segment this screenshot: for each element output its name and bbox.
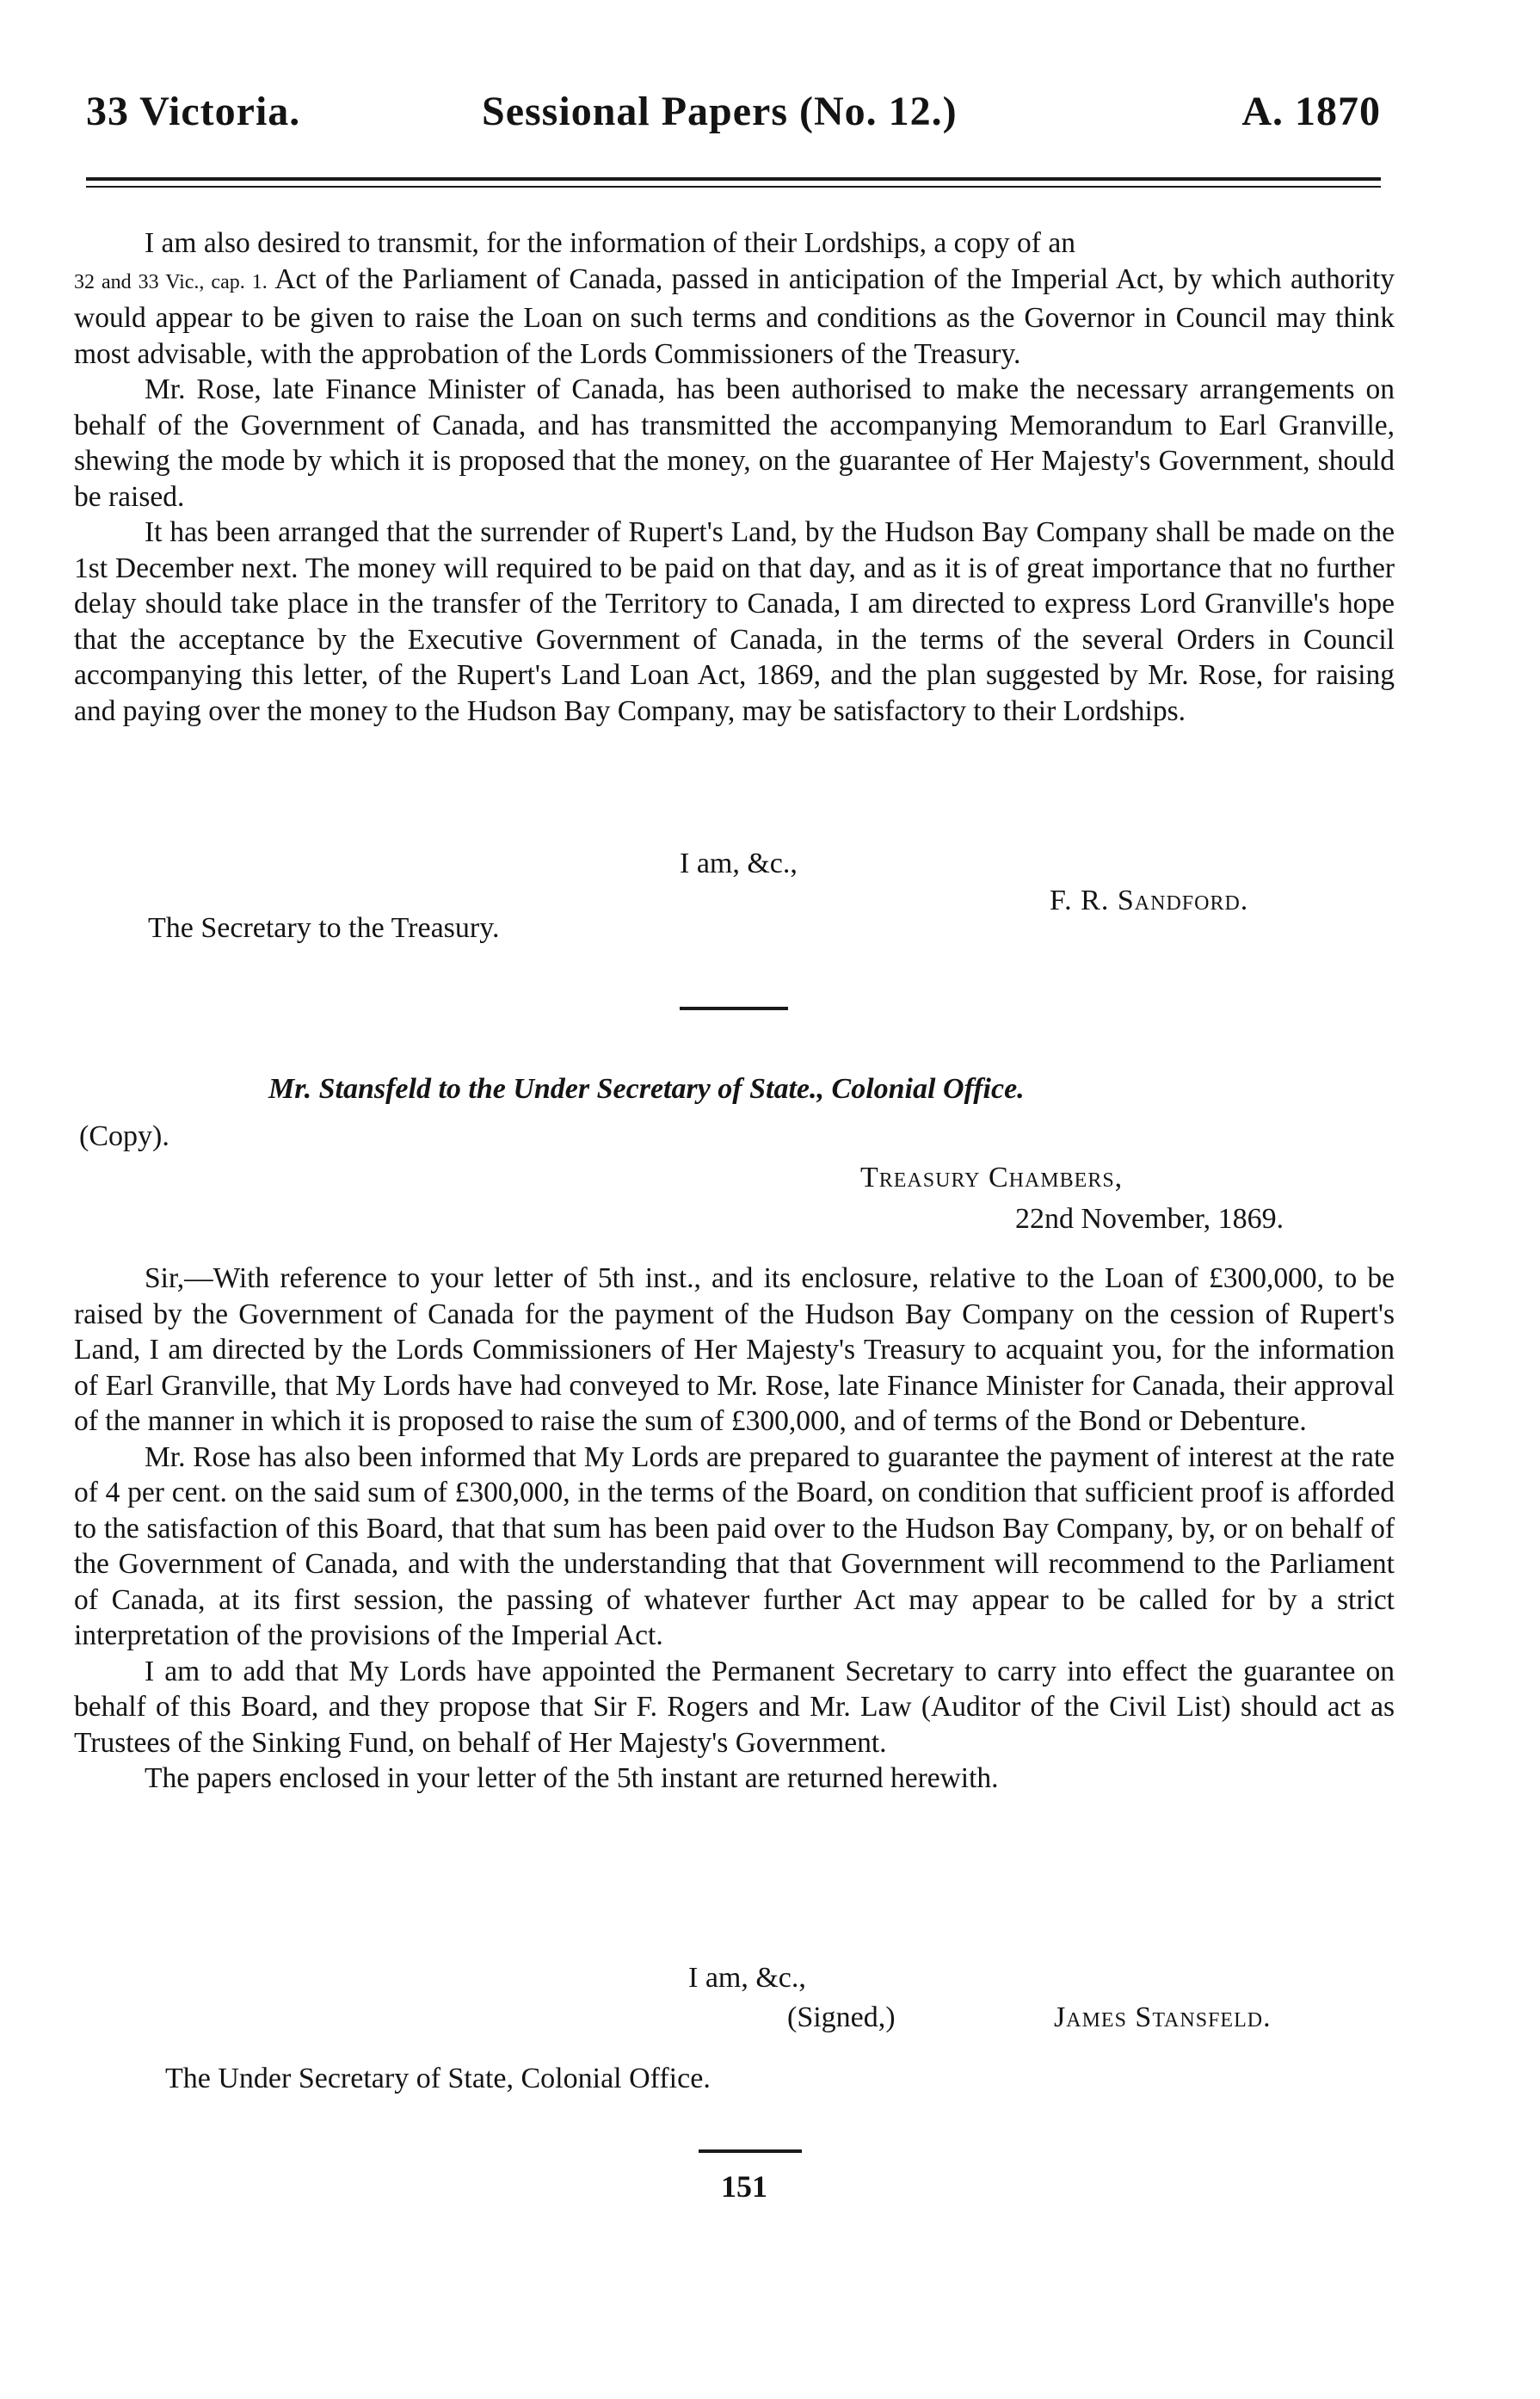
letter1-paragraph-2: Mr. Rose, late Finance Minister of Canada, has been authorised to make the necessary arrangements on behalf of the Government of Canada, and has transmitted the accompanying Memorandum to Earl Granville, shewing the mode by which it is proposed that the money, on the guarantee of Her Majesty's Government, should be raised. bbox=[74, 373, 1395, 513]
letter2-addressee: The Under Secretary of State, Colonial Office. bbox=[165, 2063, 711, 2094]
letter1-paragraph-3: It has been arranged that the surrender of Rupert's Land, by the Hudson Bay Company shall be made on the 1st December next. The money will required to be paid on that day, and as it is of great importance that no further delay should take place in the transfer of the Territory to Canada, I am directed to express Lord Granville's hope that the acceptance by the Executive Government of Canada, in the terms of the several Orders in Council accompanying this letter, of the Rupert's Land Loan Act, 1869, and the plan suggested by Mr. Rose, for raising and paying over the money to the Hudson Bay Company, may be satisfactory to their Lordships. bbox=[74, 516, 1395, 727]
letter2-paragraph-3: I am to add that My Lords have appointed the Permanent Secretary to carry into effect the guarantee on behalf of this Board, and they propose that Sir F. Rogers and Mr. Law (Auditor of the Civil List) should act as Trustees of the Sinking Fund, on behalf of Her Majesty's Government. bbox=[74, 1655, 1395, 1759]
letter2-closing: I am, &c., bbox=[688, 1962, 806, 1994]
letter2-date: 22nd November, 1869. bbox=[1015, 1203, 1284, 1235]
footer-separator bbox=[699, 2149, 802, 2153]
letter2-paragraph-1: Sir,—With reference to your letter of 5th inst., and its enclosure, relative to the Loan of £300,000, to be raised by the Government of Canada for the payment of the Hudson Bay Company on the cession of Rupert's Land, I am directed by the Lords Commissioners of Her Majesty's Treasury to acquaint you, for the information of Earl Granville, that My Lords have had conveyed to Mr. Rose, late Finance Minister for Canada, their approval of the manner in which it is proposed to raise the sum of £300,000, and of terms of the Bond or Debenture. bbox=[74, 1262, 1395, 1437]
letter1-addressee: The Secretary to the Treasury. bbox=[148, 912, 500, 944]
header-year: A. 1870 bbox=[1241, 89, 1381, 134]
letter2-paragraph-2: Mr. Rose has also been informed that My Lords are prepared to guarantee the payment of interest at the rate of 4 per cent. on the said sum of £300,000, in the terms of the Board, on condition that sufficient proof is afforded to the satisfaction of this Board, that that sum has been paid over to the Hudson Bay Company, by, or on behalf of the Government of Canada, and with the understanding that that Government will recommend to the Parliament of Canada, at its first session, the passing of whatever further Act may appear to be called for by a strict interpretation of the provisions of the Imperial Act. bbox=[74, 1440, 1395, 1651]
letter2-title: Mr. Stansfeld to the Under Secretary of State., Colonial Office. bbox=[268, 1073, 1025, 1105]
header-rule-top bbox=[86, 177, 1381, 181]
header-session: 33 Victoria. bbox=[86, 89, 301, 134]
letter2-paragraph-4: The papers enclosed in your letter of the 5th instant are returned herewith. bbox=[145, 1762, 999, 1794]
letter1-paragraph-1: I am also desired to transmit, for the information of their Lordships, a copy of an 32 and 33 Vic., cap. 1. Act of the Parliament of Canada, passed in anticipation of the Imperial Act, by which authority would appear to be given to raise the Loan on such terms and conditions as the Governor in Council may think most advisable, with the approbation of the Lords Commissioners of the Treasury. bbox=[74, 227, 1395, 370]
header-rule-bottom bbox=[86, 186, 1381, 188]
letter1-body bbox=[74, 225, 1395, 729]
page-number: 151 bbox=[721, 2169, 767, 2204]
letter2-body bbox=[74, 1261, 1395, 1797]
letter1-closing: I am, &c., bbox=[680, 848, 798, 879]
page-header bbox=[86, 88, 1381, 139]
section-separator bbox=[680, 1007, 788, 1010]
letter2-place: Treasury Chambers, bbox=[860, 1162, 1124, 1193]
header-series: Sessional Papers (No. 12.) bbox=[482, 89, 958, 134]
letter2-signed-label: (Signed,) bbox=[787, 2001, 896, 2033]
letter2-signature: James Stansfeld. bbox=[1054, 2001, 1272, 2033]
copy-label: (Copy). bbox=[79, 1120, 169, 1152]
margin-note: 32 and 33 Vic., cap. 1. bbox=[74, 270, 268, 293]
letter1-signature: F. R. Sandford. bbox=[1050, 885, 1249, 916]
